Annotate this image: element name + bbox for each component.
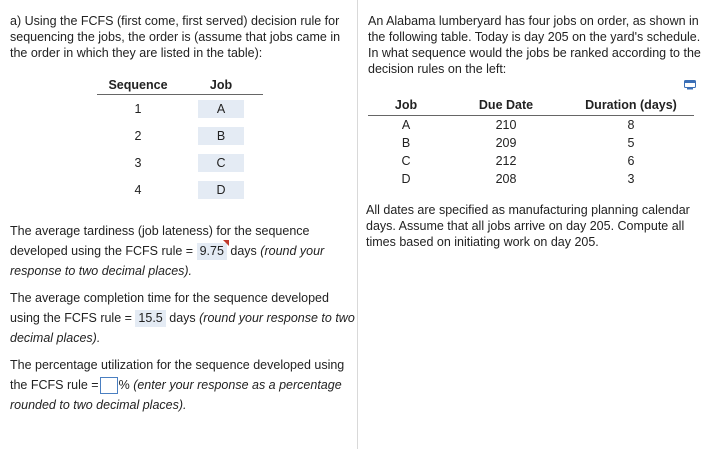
sequence-number: 1 xyxy=(134,101,142,116)
job-answer-field[interactable]: D xyxy=(198,181,244,199)
header-duration: Duration (days) xyxy=(568,94,694,116)
header-job: Job xyxy=(179,75,263,95)
table-row xyxy=(368,116,694,135)
duration-cell: 8 xyxy=(627,118,635,132)
duration-cell: 3 xyxy=(627,172,635,186)
unit-text: days xyxy=(169,311,196,325)
sequence-number: 4 xyxy=(134,182,142,197)
assumptions-note: All dates are specified as manufacturing planning calendar days. Assume that all jobs arrive on day 205. Compute all times based on initiating work on day 205. xyxy=(366,203,690,249)
question-text: The percentage utilization for the sequence developed using the FCFS rule = xyxy=(10,358,345,392)
hint-text: (round your response to two decimal places). xyxy=(10,311,355,345)
due-date-cell: 210 xyxy=(495,118,517,132)
job-answer-field[interactable]: A xyxy=(198,100,244,118)
incorrect-flag-icon xyxy=(223,240,229,246)
avg-completion-answer[interactable]: 15.5 xyxy=(135,310,165,327)
avg-tardiness-answer[interactable]: 9.75 xyxy=(197,243,227,260)
panel-divider xyxy=(357,0,358,449)
table-row xyxy=(97,176,263,203)
hint-text: (enter your response as a percentage rounded to two decimal places). xyxy=(10,378,342,412)
utilization-input[interactable] xyxy=(100,377,118,394)
table-row xyxy=(97,149,263,176)
duration-cell: 6 xyxy=(627,154,635,168)
job-data-table xyxy=(368,94,694,188)
question-text: The average tardiness (job lateness) for the sequence developed using the FCFS rule = xyxy=(10,224,310,258)
question-utilization xyxy=(10,355,355,415)
header-sequence: Sequence xyxy=(97,75,179,95)
duration-cell: 5 xyxy=(627,136,635,150)
job-cell: D xyxy=(401,172,411,186)
hint-text: (round your response to two decimal places). xyxy=(10,244,325,278)
unit-text: days xyxy=(230,244,257,258)
copy-icon[interactable] xyxy=(684,80,696,90)
sequence-number: 2 xyxy=(134,128,142,143)
header-job: Job xyxy=(368,94,444,116)
table-row xyxy=(97,95,263,123)
job-answer-field[interactable]: B xyxy=(198,127,244,145)
sequence-intro: a) Using the FCFS (first come, first served) decision rule for sequencing the jobs, the order is (assume that jobs came in the order in which they are listed in the table): xyxy=(10,14,341,60)
problem-intro: An Alabama lumberyard has four jobs on order, as shown in the following table. Today is day 205 on the yard's schedule. In what sequence would the jobs be ranked according to the decision rules on the left: xyxy=(368,14,701,76)
left-panel xyxy=(0,0,358,449)
sequence-table xyxy=(97,75,263,203)
header-due-date: Due Date xyxy=(444,94,568,116)
table-row xyxy=(368,134,694,152)
question-avg-tardiness xyxy=(10,221,355,281)
due-date-cell: 209 xyxy=(495,136,517,150)
sequence-number: 3 xyxy=(134,155,142,170)
job-answer-field[interactable]: C xyxy=(198,154,244,172)
question-avg-completion xyxy=(10,288,355,348)
question-text: The average completion time for the sequence developed using the FCFS rule = xyxy=(10,291,329,325)
job-cell: C xyxy=(401,154,411,168)
table-row xyxy=(97,122,263,149)
table-row xyxy=(368,152,694,170)
unit-text: % xyxy=(118,378,130,392)
table-row xyxy=(368,170,694,188)
due-date-cell: 208 xyxy=(495,172,517,186)
due-date-cell: 212 xyxy=(495,154,517,168)
job-cell: B xyxy=(401,136,411,150)
job-cell: A xyxy=(401,118,411,132)
